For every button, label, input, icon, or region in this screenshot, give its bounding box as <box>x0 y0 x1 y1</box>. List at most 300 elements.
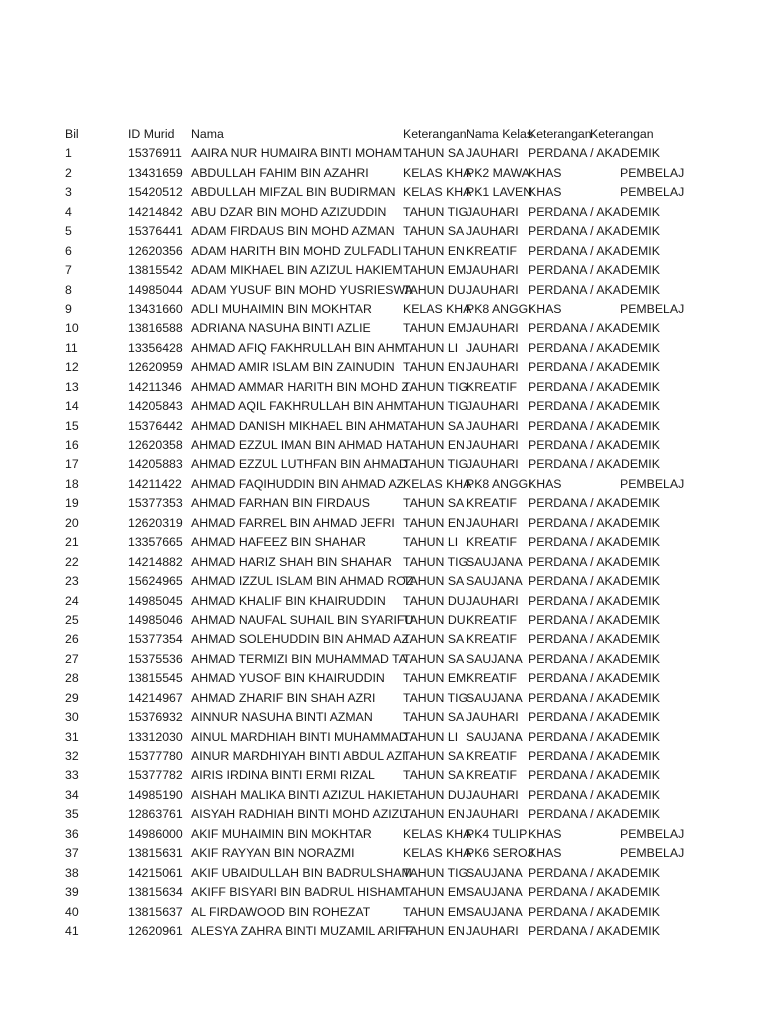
cell-nama-kelas: SAUJANA <box>466 729 523 744</box>
header-nama: Nama <box>191 127 224 141</box>
cell-nama-kelas: SAUJANA <box>466 651 523 666</box>
cell-nama-kelas: JAUHARI <box>466 923 519 938</box>
cell-id-murid: 12620358 <box>128 438 183 452</box>
cell-id-murid: 12620319 <box>128 515 183 530</box>
cell-nama: AISHAH MALIKA BINTI AZIZUL HAKIE <box>191 787 405 802</box>
cell-keterangan: PERDANA / AKADEMIK <box>528 535 660 550</box>
table-row <box>0 281 768 300</box>
table-row <box>0 339 768 358</box>
cell-nama: AHMAD NAUFAL SUHAIL BIN SYARIFU <box>191 612 414 627</box>
cell-keterangan: TAHUN DU <box>403 282 466 297</box>
cell-keterangan: PERDANA / AKADEMIK <box>528 710 660 725</box>
cell-nama: AHMAD AFIQ FAKHRULLAH BIN AHM <box>191 340 405 355</box>
cell-keterangan: TAHUN SA <box>403 632 465 647</box>
table-row <box>0 144 768 163</box>
cell-keterangan: TAHUN LI <box>403 729 459 744</box>
table-row <box>0 183 768 202</box>
table-row <box>0 242 768 261</box>
cell-nama-kelas: JAUHARI <box>466 438 519 452</box>
cell-nama-kelas: JAUHARI <box>466 340 519 355</box>
cell-keterangan: KHAS <box>528 846 562 861</box>
table-row <box>0 455 768 474</box>
cell-id-murid: 15420512 <box>128 185 183 200</box>
spreadsheet <box>0 125 768 941</box>
cell-id-murid: 14214967 <box>128 690 183 705</box>
cell-bil: 14 <box>65 399 79 414</box>
cell-nama-kelas: KREATIF <box>466 632 518 647</box>
cell-keterangan: TAHUN TIG <box>403 379 469 394</box>
cell-bil: 3 <box>65 185 72 200</box>
cell-nama-kelas: KREATIF <box>466 379 518 394</box>
cell-nama-kelas: JAUHARI <box>466 593 519 608</box>
cell-bil: 28 <box>65 671 79 686</box>
cell-keterangan: PEMBELAJ <box>620 846 685 861</box>
table-row <box>0 864 768 883</box>
cell-nama-kelas: PK8 ANGGI <box>466 301 532 316</box>
cell-nama-kelas: PK8 ANGGI <box>466 476 532 491</box>
table-row <box>0 786 768 805</box>
table-row <box>0 203 768 222</box>
cell-keterangan: TAHUN EM <box>403 263 467 278</box>
cell-nama-kelas: KREATIF <box>466 496 518 511</box>
cell-keterangan: PERDANA / AKADEMIK <box>528 399 660 414</box>
header-bil: Bil <box>65 127 79 141</box>
cell-keterangan: PERDANA / AKADEMIK <box>528 243 660 258</box>
cell-bil: 22 <box>65 554 79 569</box>
cell-id-murid: 13356428 <box>128 340 183 355</box>
cell-nama-kelas: JAUHARI <box>466 146 519 161</box>
cell-nama-kelas: KREATIF <box>466 243 518 258</box>
table-row <box>0 708 768 727</box>
cell-nama: AIRIS IRDINA BINTI ERMI RIZAL <box>191 768 375 783</box>
cell-keterangan: KHAS <box>528 165 562 180</box>
cell-keterangan: TAHUN TIG <box>403 554 469 569</box>
cell-keterangan: PERDANA / AKADEMIK <box>528 379 660 394</box>
cell-bil: 37 <box>65 846 79 861</box>
cell-nama-kelas: PK1 LAVEN <box>466 185 533 200</box>
cell-nama: AKIF UBAIDULLAH BIN BADRULSHAM <box>191 865 412 880</box>
cell-nama-kelas: PK6 SEROJ <box>466 846 534 861</box>
cell-bil: 4 <box>65 204 72 219</box>
cell-keterangan: TAHUN SA <box>403 418 465 433</box>
cell-bil: 27 <box>65 651 79 666</box>
cell-nama: ALESYA ZAHRA BINTI MUZAMIL ARIFF <box>191 923 414 938</box>
cell-nama: ADAM FIRDAUS BIN MOHD AZMAN <box>191 224 395 239</box>
table-row <box>0 747 768 766</box>
table-row <box>0 319 768 338</box>
cell-nama-kelas: PK2 MAWA <box>466 165 530 180</box>
cell-keterangan: TAHUN SA <box>403 768 465 783</box>
cell-nama: AHMAD AMIR ISLAM BIN ZAINUDIN <box>191 360 395 375</box>
cell-nama: AHMAD HAFEEZ BIN SHAHAR <box>191 535 366 550</box>
cell-keterangan: PERDANA / AKADEMIK <box>528 729 660 744</box>
cell-bil: 24 <box>65 593 79 608</box>
cell-id-murid: 14985044 <box>128 282 183 297</box>
cell-nama: ADAM MIKHAEL BIN AZIZUL HAKIEM <box>191 263 403 278</box>
table-row <box>0 514 768 533</box>
cell-nama: AHMAD DANISH MIKHAEL BIN AHMA <box>191 418 405 433</box>
table-row <box>0 417 768 436</box>
cell-keterangan: PERDANA / AKADEMIK <box>528 224 660 239</box>
cell-keterangan: PERDANA / AKADEMIK <box>528 612 660 627</box>
header-keterangan: Keterangan <box>528 127 592 141</box>
cell-bil: 8 <box>65 282 72 297</box>
cell-nama-kelas: JAUHARI <box>466 224 519 239</box>
table-row <box>0 592 768 611</box>
cell-nama-kelas: JAUHARI <box>466 360 519 375</box>
table-row <box>0 572 768 591</box>
cell-id-murid: 13816588 <box>128 321 183 336</box>
cell-keterangan: PERDANA / AKADEMIK <box>528 574 660 589</box>
table-row <box>0 222 768 241</box>
cell-id-murid: 12863761 <box>128 807 183 822</box>
cell-nama-kelas: JAUHARI <box>466 418 519 433</box>
cell-id-murid: 14211422 <box>128 476 182 491</box>
cell-keterangan: TAHUN TIG <box>403 399 469 414</box>
cell-bil: 33 <box>65 768 79 783</box>
cell-nama: AHMAD FAQIHUDDIN BIN AHMAD AZ <box>191 476 405 491</box>
cell-keterangan: PERDANA / AKADEMIK <box>528 807 660 822</box>
cell-nama: AHMAD TERMIZI BIN MUHAMMAD TA <box>191 651 407 666</box>
cell-keterangan: PERDANA / AKADEMIK <box>528 263 660 278</box>
cell-keterangan: TAHUN SA <box>403 224 465 239</box>
cell-nama-kelas: KREATIF <box>466 535 518 550</box>
cell-keterangan: TAHUN EN <box>403 923 465 938</box>
table-row <box>0 766 768 785</box>
cell-keterangan: TAHUN EM <box>403 321 467 336</box>
cell-keterangan: TAHUN EN <box>403 360 465 375</box>
cell-keterangan: PEMBELAJ <box>620 476 685 491</box>
cell-nama: AISYAH RADHIAH BINTI MOHD AZIZU <box>191 807 409 822</box>
cell-nama: AHMAD AQIL FAKHRULLAH BIN AHM <box>191 399 404 414</box>
cell-id-murid: 13357665 <box>128 535 183 550</box>
cell-bil: 7 <box>65 263 72 278</box>
cell-id-murid: 14985045 <box>128 593 183 608</box>
cell-keterangan: TAHUN TIG <box>403 690 469 705</box>
cell-nama-kelas: SAUJANA <box>466 554 523 569</box>
cell-id-murid: 13815637 <box>128 904 183 919</box>
cell-keterangan: TAHUN TIG <box>403 457 469 472</box>
cell-bil: 40 <box>65 904 79 919</box>
cell-nama: AHMAD AMMAR HARITH BIN MOHD Z <box>191 379 409 394</box>
cell-id-murid: 15377780 <box>128 749 183 763</box>
cell-keterangan: TAHUN SA <box>403 710 465 725</box>
cell-nama-kelas: JAUHARI <box>466 282 519 297</box>
cell-keterangan: PERDANA / AKADEMIK <box>528 904 660 919</box>
cell-bil: 10 <box>65 321 79 336</box>
cell-id-murid: 14214882 <box>128 554 183 569</box>
cell-keterangan: PERDANA / AKADEMIK <box>528 632 660 647</box>
table-row <box>0 728 768 747</box>
cell-keterangan: PERDANA / AKADEMIK <box>528 651 660 666</box>
cell-bil: 35 <box>65 807 79 822</box>
cell-id-murid: 14985046 <box>128 612 183 627</box>
cell-bil: 18 <box>65 476 79 491</box>
table-body <box>0 144 768 941</box>
cell-keterangan: PEMBELAJ <box>620 301 685 316</box>
cell-id-murid: 15377782 <box>128 768 183 783</box>
table-row <box>0 669 768 688</box>
cell-keterangan: TAHUN EM <box>403 904 467 919</box>
cell-keterangan: TAHUN SA <box>403 749 465 763</box>
cell-nama: AHMAD KHALIF BIN KHAIRUDDIN <box>191 593 386 608</box>
table-row <box>0 475 768 494</box>
cell-bil: 39 <box>65 885 79 900</box>
cell-keterangan: TAHUN TIG <box>403 865 469 880</box>
table-row <box>0 553 768 572</box>
cell-keterangan: PERDANA / AKADEMIK <box>528 340 660 355</box>
cell-keterangan: KHAS <box>528 826 562 841</box>
cell-nama: ADAM YUSUF BIN MOHD YUSRIESWA <box>191 282 413 297</box>
cell-nama: AKIFF BISYARI BIN BADRUL HISHAM <box>191 885 405 900</box>
cell-id-murid: 15377354 <box>128 632 183 647</box>
cell-keterangan: KELAS KHA <box>403 301 472 316</box>
cell-keterangan: KHAS <box>528 476 562 491</box>
cell-keterangan: PERDANA / AKADEMIK <box>528 885 660 900</box>
cell-id-murid: 13312030 <box>128 729 183 744</box>
header-keterangan: Keterangan <box>590 127 654 141</box>
table-row <box>0 650 768 669</box>
cell-nama-kelas: KREATIF <box>466 671 518 686</box>
table-row <box>0 261 768 280</box>
cell-keterangan: PERDANA / AKADEMIK <box>528 865 660 880</box>
cell-id-murid: 13815545 <box>128 671 183 686</box>
cell-id-murid: 14211346 <box>128 379 182 394</box>
cell-keterangan: TAHUN SA <box>403 496 465 511</box>
cell-keterangan: TAHUN EN <box>403 243 465 258</box>
cell-keterangan: TAHUN SA <box>403 651 465 666</box>
cell-bil: 34 <box>65 787 79 802</box>
cell-id-murid: 14986000 <box>128 826 183 841</box>
cell-nama: AKIF MUHAIMIN BIN MOKHTAR <box>191 826 372 841</box>
cell-keterangan: TAHUN TIG <box>403 204 469 219</box>
table-row <box>0 397 768 416</box>
cell-nama: AHMAD ZHARIF BIN SHAH AZRI <box>191 690 376 705</box>
cell-id-murid: 15624965 <box>128 574 183 589</box>
cell-id-murid: 14214842 <box>128 204 183 219</box>
cell-id-murid: 15376441 <box>128 224 183 239</box>
cell-keterangan: PEMBELAJ <box>620 165 685 180</box>
cell-nama: AHMAD YUSOF BIN KHAIRUDDIN <box>191 671 385 686</box>
cell-keterangan: TAHUN EM <box>403 885 467 900</box>
header-id-murid: ID Murid <box>128 127 175 141</box>
cell-keterangan: PERDANA / AKADEMIK <box>528 438 660 452</box>
cell-id-murid: 14215061 <box>128 865 183 880</box>
cell-keterangan: KELAS KHA <box>403 476 472 491</box>
cell-bil: 2 <box>65 165 72 180</box>
cell-nama: AHMAD EZZUL LUTHFAN BIN AHMAD <box>191 457 408 472</box>
cell-id-murid: 15375536 <box>128 651 183 666</box>
cell-bil: 41 <box>65 923 79 938</box>
cell-nama-kelas: KREATIF <box>466 749 518 763</box>
cell-nama: AINUL MARDHIAH BINTI MUHAMMAD <box>191 729 408 744</box>
cell-keterangan: TAHUN EN <box>403 438 465 452</box>
cell-bil: 13 <box>65 379 79 394</box>
cell-nama-kelas: JAUHARI <box>466 399 519 414</box>
cell-nama-kelas: JAUHARI <box>466 807 519 822</box>
cell-keterangan: PERDANA / AKADEMIK <box>528 768 660 783</box>
cell-nama: AHMAD SOLEHUDDIN BIN AHMAD AZ <box>191 632 409 647</box>
cell-keterangan: TAHUN EN <box>403 515 465 530</box>
cell-bil: 5 <box>65 224 72 239</box>
cell-keterangan: PERDANA / AKADEMIK <box>528 671 660 686</box>
cell-nama-kelas: KREATIF <box>466 768 518 783</box>
cell-bil: 17 <box>65 457 79 472</box>
cell-bil: 19 <box>65 496 79 511</box>
cell-keterangan: PERDANA / AKADEMIK <box>528 321 660 336</box>
cell-keterangan: PERDANA / AKADEMIK <box>528 690 660 705</box>
table-row <box>0 611 768 630</box>
header-row <box>0 125 768 144</box>
cell-nama: ABDULLAH MIFZAL BIN BUDIRMAN <box>191 185 396 200</box>
cell-id-murid: 14205883 <box>128 457 183 472</box>
table-row <box>0 494 768 513</box>
cell-id-murid: 15377353 <box>128 496 183 511</box>
table-row <box>0 922 768 941</box>
table-row <box>0 805 768 824</box>
table-row <box>0 689 768 708</box>
cell-bil: 21 <box>65 535 79 550</box>
cell-nama-kelas: PK4 TULIP <box>466 826 528 841</box>
cell-keterangan: TAHUN DU <box>403 612 466 627</box>
cell-keterangan: PERDANA / AKADEMIK <box>528 204 660 219</box>
table-row <box>0 300 768 319</box>
cell-bil: 38 <box>65 865 79 880</box>
cell-keterangan: PERDANA / AKADEMIK <box>528 554 660 569</box>
cell-keterangan: PERDANA / AKADEMIK <box>528 457 660 472</box>
cell-nama-kelas: JAUHARI <box>466 263 519 278</box>
cell-nama-kelas: SAUJANA <box>466 885 523 900</box>
cell-nama: AHMAD FARREL BIN AHMAD JEFRI <box>191 515 395 530</box>
cell-nama-kelas: SAUJANA <box>466 865 523 880</box>
cell-nama-kelas: SAUJANA <box>466 574 523 589</box>
cell-bil: 31 <box>65 729 79 744</box>
cell-bil: 1 <box>65 146 72 161</box>
cell-id-murid: 13431660 <box>128 301 183 316</box>
table-row <box>0 436 768 455</box>
cell-id-murid: 12620961 <box>128 923 183 938</box>
cell-keterangan: PEMBELAJ <box>620 826 685 841</box>
cell-bil: 25 <box>65 612 79 627</box>
cell-keterangan: PERDANA / AKADEMIK <box>528 146 660 161</box>
table-row <box>0 164 768 183</box>
cell-nama: AAIRA NUR HUMAIRA BINTI MOHAM <box>191 146 403 161</box>
cell-bil: 20 <box>65 515 79 530</box>
table-row <box>0 844 768 863</box>
cell-nama: AL FIRDAWOOD BIN ROHEZAT <box>191 904 371 919</box>
cell-nama-kelas: KREATIF <box>466 612 518 627</box>
cell-nama: AHMAD IZZUL ISLAM BIN AHMAD ROZ <box>191 574 414 589</box>
cell-id-murid: 15376932 <box>128 710 183 725</box>
cell-nama-kelas: JAUHARI <box>466 515 519 530</box>
cell-nama-kelas: JAUHARI <box>466 321 519 336</box>
cell-bil: 36 <box>65 826 79 841</box>
cell-nama-kelas: SAUJANA <box>466 690 523 705</box>
cell-nama-kelas: JAUHARI <box>466 787 519 802</box>
cell-id-murid: 13815631 <box>128 846 183 861</box>
cell-nama: AKIF RAYYAN BIN NORAZMI <box>191 846 355 861</box>
cell-bil: 16 <box>65 438 79 452</box>
cell-bil: 12 <box>65 360 79 375</box>
cell-keterangan: PERDANA / AKADEMIK <box>528 418 660 433</box>
cell-keterangan: TAHUN SA <box>403 146 465 161</box>
cell-keterangan: TAHUN EN <box>403 807 465 822</box>
cell-nama: ADLI MUHAIMIN BIN MOKHTAR <box>191 301 372 316</box>
cell-keterangan: PERDANA / AKADEMIK <box>528 282 660 297</box>
cell-nama-kelas: JAUHARI <box>466 457 519 472</box>
cell-id-murid: 13815634 <box>128 885 183 900</box>
table-row <box>0 825 768 844</box>
cell-nama: ABDULLAH FAHIM BIN AZAHRI <box>191 165 369 180</box>
cell-nama: ADAM HARITH BIN MOHD ZULFADLI <box>191 243 402 258</box>
cell-bil: 15 <box>65 418 79 433</box>
cell-keterangan: KELAS KHA <box>403 826 472 841</box>
cell-keterangan: PERDANA / AKADEMIK <box>528 749 660 763</box>
cell-keterangan: KHAS <box>528 301 562 316</box>
cell-bil: 32 <box>65 749 79 763</box>
cell-keterangan: TAHUN DU <box>403 787 466 802</box>
table-row <box>0 378 768 397</box>
cell-keterangan: KELAS KHA <box>403 185 472 200</box>
cell-nama: AINNUR NASUHA BINTI AZMAN <box>191 710 373 725</box>
cell-bil: 11 <box>65 340 78 355</box>
cell-bil: 23 <box>65 574 79 589</box>
table-row <box>0 883 768 902</box>
cell-id-murid: 14205843 <box>128 399 183 414</box>
cell-bil: 29 <box>65 690 79 705</box>
cell-bil: 26 <box>65 632 79 647</box>
table-row <box>0 533 768 552</box>
cell-keterangan: PERDANA / AKADEMIK <box>528 593 660 608</box>
cell-nama-kelas: JAUHARI <box>466 204 519 219</box>
cell-keterangan: TAHUN EM <box>403 671 467 686</box>
cell-id-murid: 13815542 <box>128 263 183 278</box>
cell-keterangan: PERDANA / AKADEMIK <box>528 923 660 938</box>
cell-id-murid: 14985190 <box>128 787 183 802</box>
cell-keterangan: PERDANA / AKADEMIK <box>528 787 660 802</box>
cell-nama: AINUR MARDHIYAH BINTI ABDUL AZI <box>191 749 406 763</box>
table-row <box>0 903 768 922</box>
table-row <box>0 630 768 649</box>
cell-nama: AHMAD FARHAN BIN FIRDAUS <box>191 496 371 511</box>
cell-id-murid: 15376911 <box>128 146 182 161</box>
cell-id-murid: 12620959 <box>128 360 183 375</box>
cell-keterangan: TAHUN DU <box>403 593 466 608</box>
cell-nama-kelas: SAUJANA <box>466 904 523 919</box>
cell-keterangan: KHAS <box>528 185 562 200</box>
cell-bil: 9 <box>65 301 72 316</box>
cell-keterangan: TAHUN LI <box>403 340 459 355</box>
cell-nama-kelas: JAUHARI <box>466 710 519 725</box>
cell-keterangan: PERDANA / AKADEMIK <box>528 360 660 375</box>
cell-keterangan: TAHUN LI <box>403 535 459 550</box>
cell-nama: ABU DZAR BIN MOHD AZIZUDDIN <box>191 204 387 219</box>
cell-id-murid: 13431659 <box>128 165 183 180</box>
cell-keterangan: KELAS KHA <box>403 846 472 861</box>
cell-keterangan: PERDANA / AKADEMIK <box>528 496 660 511</box>
cell-bil: 6 <box>65 243 72 258</box>
cell-nama: ADRIANA NASUHA BINTI AZLIE <box>191 321 371 336</box>
table-row <box>0 358 768 377</box>
cell-id-murid: 12620356 <box>128 243 183 258</box>
cell-keterangan: PEMBELAJ <box>620 185 685 200</box>
header-nama-kelas: Nama Kelas <box>466 127 533 141</box>
cell-keterangan: PERDANA / AKADEMIK <box>528 515 660 530</box>
cell-nama: AHMAD HARIZ SHAH BIN SHAHAR <box>191 554 392 569</box>
header-keterangan: Keterangan <box>403 127 467 141</box>
cell-bil: 30 <box>65 710 79 725</box>
cell-nama: AHMAD EZZUL IMAN BIN AHMAD HA <box>191 438 404 452</box>
